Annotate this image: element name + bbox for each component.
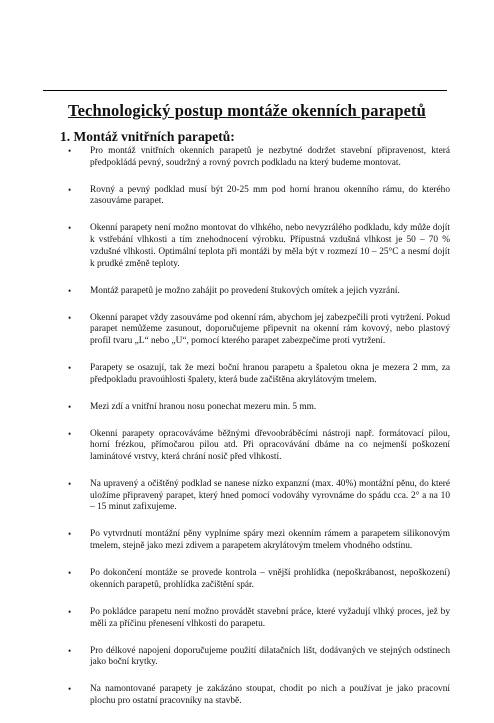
bullet-icon: • [68, 568, 72, 579]
list-item-text: Okenní parapety opracováváme běžnými dřevoobráběcími nástroji např. formátovací pilou, horní frézkou, přímočarou pilou atd. Při opracovávání dbáme na co nejmenší poškození laminátové vrstvy, která chrání nosič před vlhkostí. [90, 428, 450, 463]
document-title: Technologický postup montáže okenních parapetů [68, 101, 426, 120]
list-item-text: Parapety se osazují, tak že mezi boční hranou parapetu a špaletou okna je mezera 2 mm, za předpokladu pravoúhlosti špalety, která bude začištěna akrylátovým tmelem. [90, 362, 450, 385]
list-item-text: Rovný a pevný podklad musí být 20-25 mm pod horní hranou okenního rámu, do kterého zasouváme parapet. [90, 184, 450, 207]
list-item [67, 313, 450, 348]
list-item [67, 607, 450, 630]
bullet-icon: • [68, 479, 72, 490]
list-item-text: Okenní parapety není možno montovat do vlhkého, nebo nevyzrálého podkladu, kdy může dojít k vstřebání vlhkosti a tím znehodnocení výrobku. Přípustná vzdušná vlhkost je 50 – 70 % vzdušné vlhkosti. Optimální teplota při montáži by měla být v rozmezí 10 – 25°C a nesmí dojít k prudké změně teploty. [90, 223, 450, 269]
bullet-icon: • [68, 401, 72, 412]
bullet-icon: • [68, 428, 72, 439]
bullet-icon: • [68, 362, 72, 373]
horizontal-rule [43, 90, 447, 91]
bullet-icon: • [68, 312, 72, 323]
list-item-text: Okenní parapet vždy zasouváme pod okenní rám, abychom jej zabezpečili proti vytržení. Pokud parapet nemůžeme zasunout, doporučujeme připevnit na okenní rám kovový, nebo plastový profil tvaru „L“ nebo „U“, pomocí kterého parapet zabezpečíme proti vytržení. [90, 312, 450, 346]
list-item-text: Na namontované parapety je zakázáno stoupat, chodit po nich a používat je jako pracovní plochu pro ostatní pracovníky na stavbě. [90, 684, 450, 706]
list-item [67, 223, 450, 270]
bullet-icon: • [68, 684, 72, 695]
bullet-icon: • [68, 223, 72, 234]
list-item [67, 429, 450, 464]
bullet-icon: • [68, 285, 72, 296]
bullet-icon: • [68, 606, 72, 617]
section-heading: 1. Montáž vnitřních parapetů: [60, 129, 235, 144]
list-item-text: Po pokládce parapetu není možno provádět stavební práce, které vyžadují vlhký proces, jež by měli za příčinu přenesení vlhkosti do parapetu. [90, 606, 450, 629]
list-item-text: Na upravený a očištěný podklad se nanese nízko expanzní (max. 40%) montážní pěnu, do které uložíme připravený parapet, který hned pomocí vodováhy vyrovnáme do spádu cca. 2° a na 10 – 15 minut zafixujeme. [90, 479, 450, 513]
list-item [67, 568, 450, 591]
bullet-icon: • [68, 645, 72, 656]
instruction-list [67, 146, 450, 723]
bullet-icon: • [68, 529, 72, 540]
list-item-text: Montáž parapetů je možno zahájit po provedení štukových omítek a jejich vyzrání. [90, 285, 400, 296]
list-item [67, 646, 450, 669]
list-item [67, 146, 450, 169]
list-item-text: Po vytvrdnutí montážní pěny vyplníme spáry mezi okenním rámem a parapetem silikonovým tmelem, stejně jako mezi zdivem a parapetem akrylátovým tmelem vhodného odstínu. [90, 529, 450, 552]
list-item [67, 402, 450, 414]
list-item [67, 684, 450, 707]
bullet-icon: • [68, 146, 72, 156]
list-item-text: Pro montáž vnitřních okenních parapetů je nezbytné dodržet stavební připravenost, která předpokládá pevný, soudržný a rovný povrch podkladu na který budeme montovat. [90, 146, 450, 168]
list-item-text: Po dokončení montáže se provede kontrola – vnější prohlídka (nepoškrábanost, nepoškození) okenních parapetů, prohlídka začištění spár. [90, 568, 450, 590]
list-item [67, 529, 450, 552]
list-item [67, 185, 450, 208]
list-item-text: Mezi zdí a vnitřní hranou nosu ponechat mezeru min. 5 mm. [90, 401, 317, 412]
list-item [67, 479, 450, 514]
list-item [67, 363, 450, 386]
bullet-icon: • [68, 184, 72, 195]
list-item-text: Pro délkové napojení doporučujeme použití dilatačních lišt, dodávaných ve stejných odstínech jako boční krytky. [90, 645, 450, 668]
list-item [67, 286, 450, 298]
